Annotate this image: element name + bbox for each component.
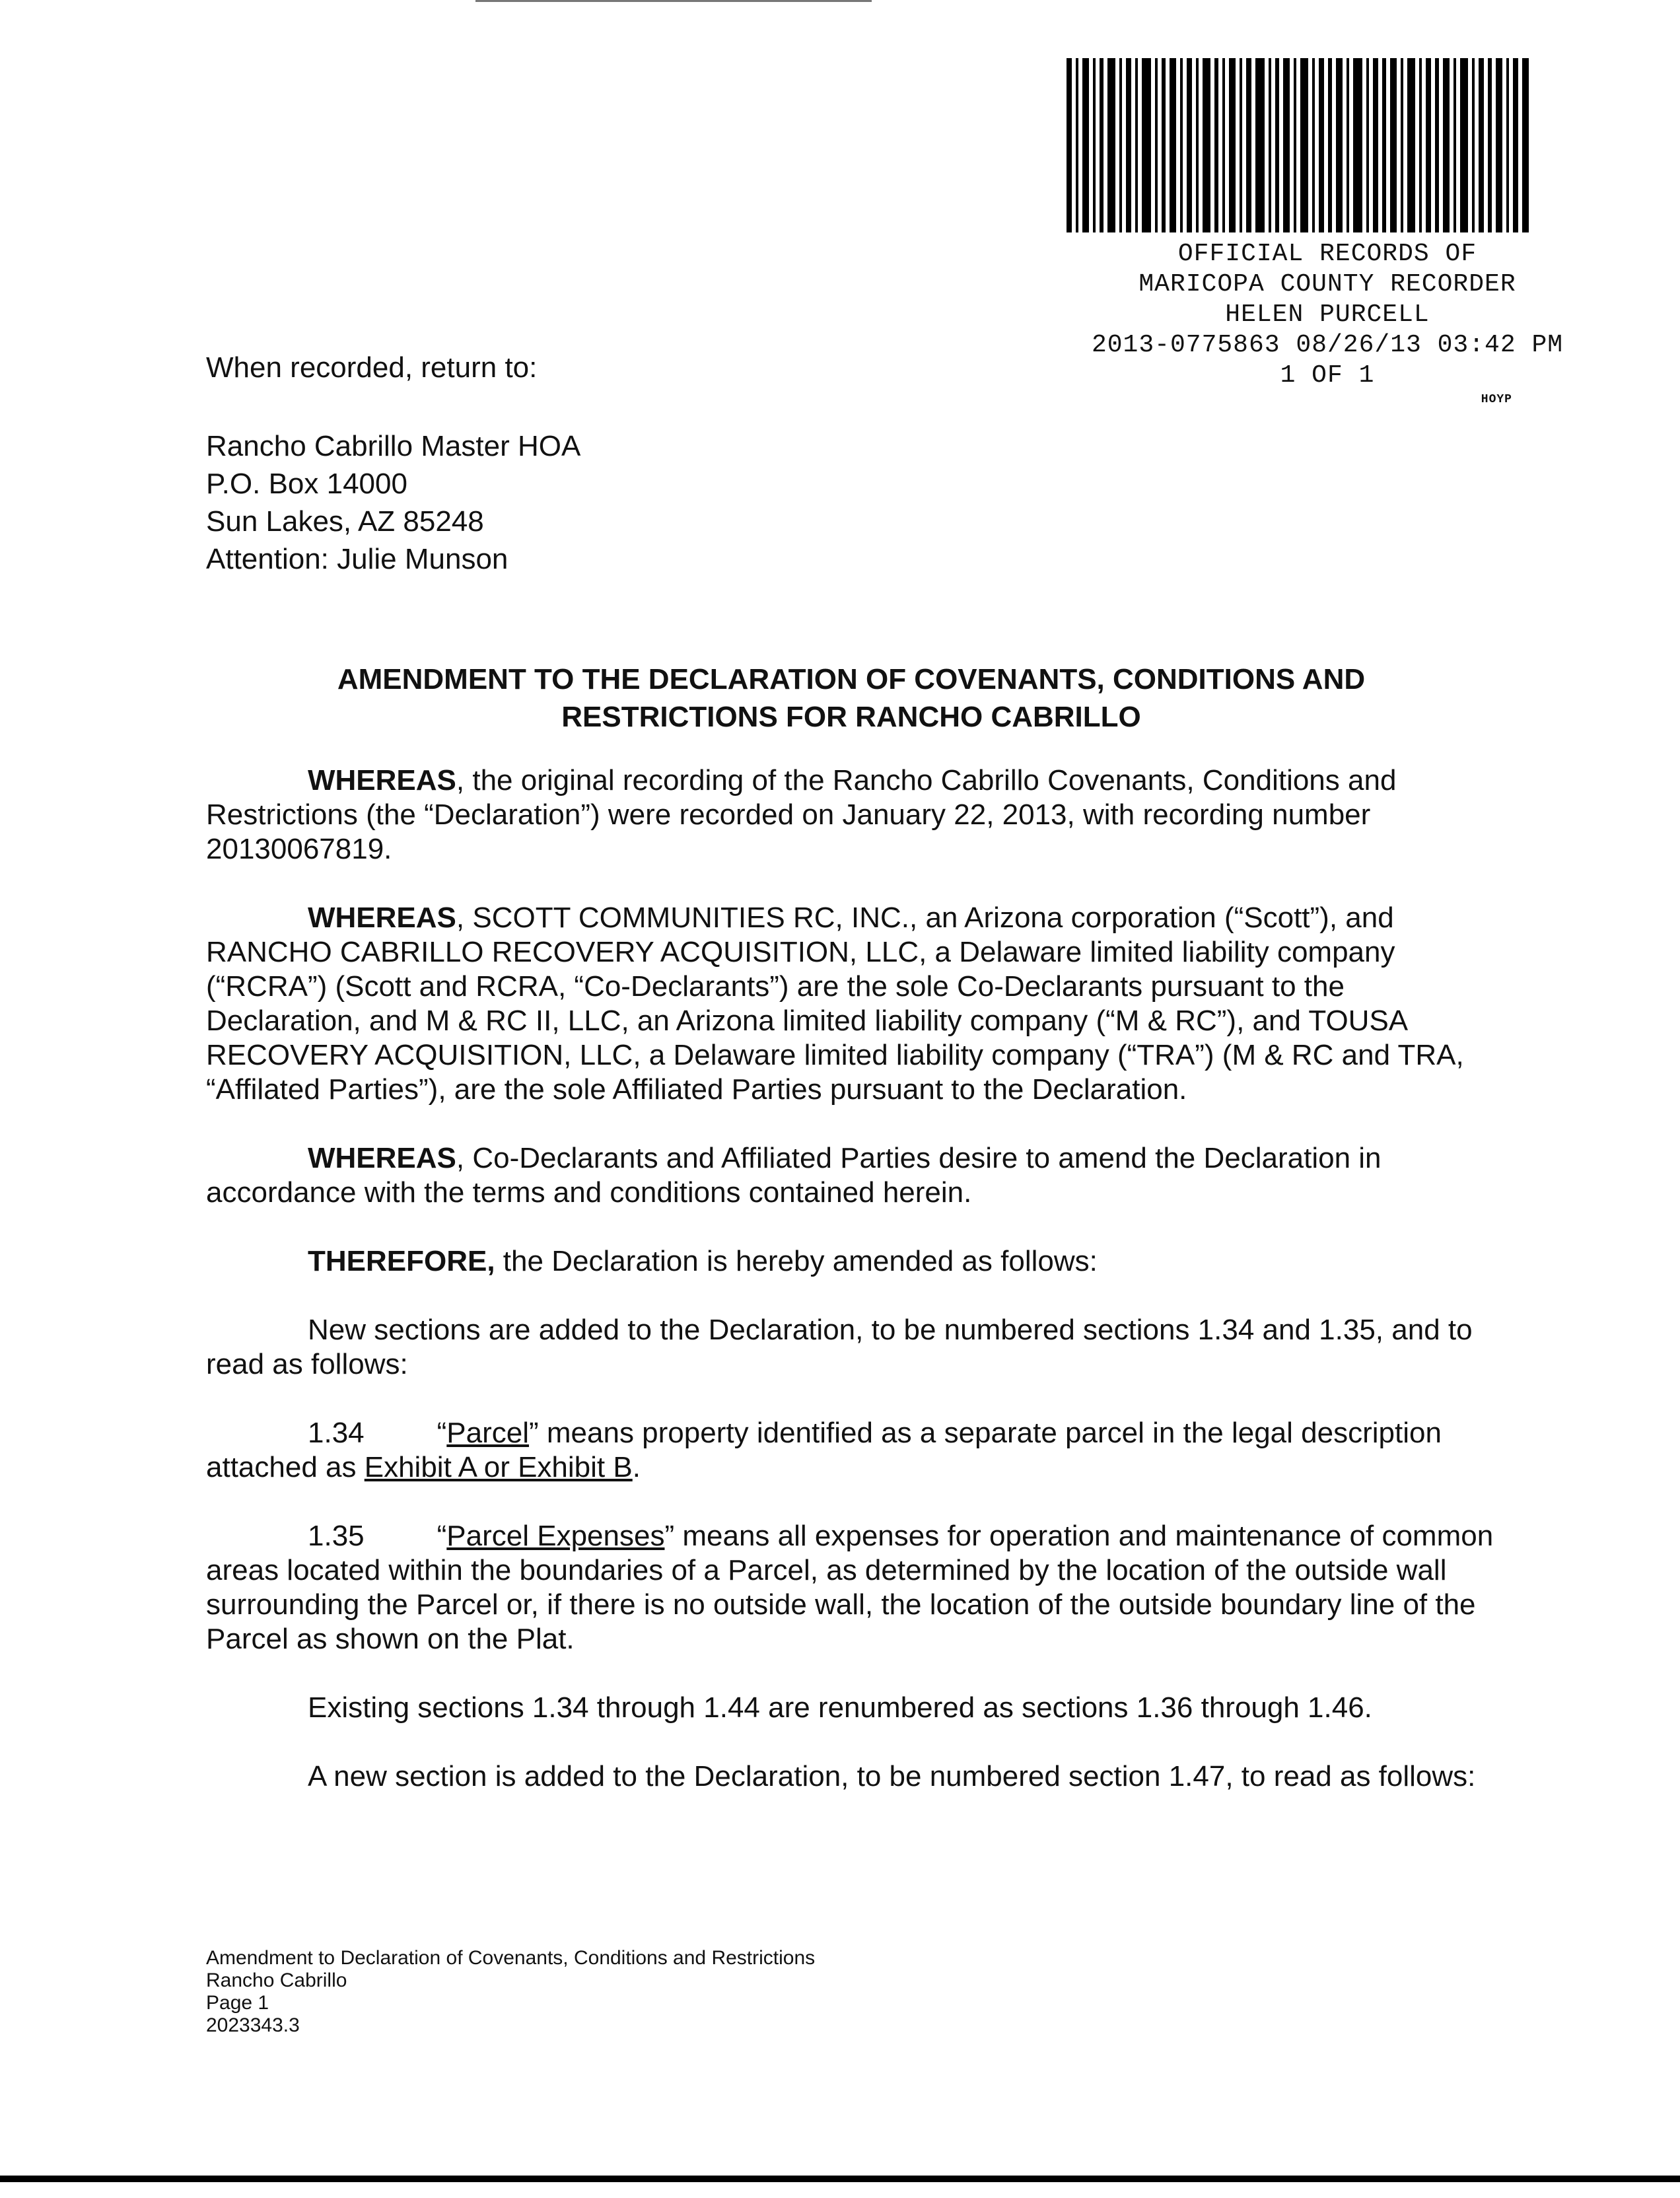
exhibit-reference: Exhibit A or Exhibit B — [364, 1451, 633, 1483]
return-city: Sun Lakes, AZ 85248 — [206, 505, 484, 538]
stamp-line-2: MARICOPA COUNTY RECORDER — [1138, 270, 1516, 299]
scan-bottom-edge — [0, 2176, 1680, 2182]
footer-project: Rancho Cabrillo — [206, 1969, 347, 1991]
document-title — [206, 660, 1496, 736]
quote-open: “ — [437, 1520, 447, 1552]
new-section-1-47-paragraph — [206, 1759, 1494, 1794]
footer-document-name: Amendment to Declaration of Covenants, Conditions and Restrictions — [206, 1947, 816, 1969]
therefore-paragraph — [206, 1244, 1494, 1279]
section-1-34 — [206, 1416, 1494, 1485]
page-footer — [206, 1947, 815, 2037]
recital-paragraph-3 — [206, 1141, 1494, 1210]
recorder-stamp — [1083, 239, 1572, 408]
return-name: Rancho Cabrillo Master HOA — [206, 430, 581, 462]
footer-doc-id: 2023343.3 — [206, 2014, 300, 2036]
defined-term-parcel-expenses: Parcel Expenses — [446, 1520, 665, 1552]
recital-text: , SCOTT COMMUNITIES RC, INC., an Arizona corporation (“Scott”), and RANCHO CABRILLO RECOVERY ACQUISITION, LLC, a Delaware limited liability company (“RCRA”) (Scott and RCRA, “Co-Declarants”) are the sole Co-Declarants pursuant to the Declaration, and M & RC II, LLC, an Arizona limited liability company (“M & RC”), and TOUSA RECOVERY ACQUISITION, LLC, a Delaware limited liability company (“TRA”) (M & RC and TRA, “Affilated Parties”), are the sole Affiliated Parties pursuant to the Declaration. — [206, 902, 1464, 1106]
quote-open: “ — [437, 1417, 447, 1449]
defined-term-parcel: Parcel — [446, 1417, 530, 1449]
recital-text: , the original recording of the Rancho Cabrillo Covenants, Conditions and Restrictions (the “Declaration”) were recorded on January 22, 2013, with recording number 20130067819. — [206, 764, 1397, 865]
renumber-text: Existing sections 1.34 through 1.44 are renumbered as sections 1.36 through 1.46. — [308, 1691, 1372, 1724]
new-sections-paragraph — [206, 1313, 1494, 1382]
recital-paragraph-2 — [206, 901, 1494, 1107]
recital-lead: WHEREAS — [308, 902, 456, 934]
recital-paragraph-1 — [206, 763, 1494, 867]
stamp-page-count: 1 OF 1 — [1280, 361, 1375, 390]
section-number: 1.34 — [308, 1417, 365, 1449]
title-line-2: RESTRICTIONS FOR RANCHO CABRILLO — [561, 701, 1141, 733]
recital-lead: WHEREAS — [308, 764, 456, 797]
footer-page-number: Page 1 — [206, 1992, 269, 2014]
new-section-text: A new section is added to the Declaration, to be numbered section 1.47, to read as follows: — [308, 1760, 1476, 1792]
stamp-line-3: HELEN PURCELL — [1225, 301, 1430, 329]
definition-text: ” means property identified as a separate parcel in the legal description attached as — [206, 1417, 1442, 1483]
section-1-35 — [206, 1519, 1494, 1656]
barcode — [1067, 58, 1529, 232]
stamp-code: HOYP — [1481, 393, 1512, 406]
recital-lead: WHEREAS — [308, 1142, 456, 1174]
document-body — [206, 763, 1494, 1828]
new-sections-text: New sections are added to the Declaration, to be numbered sections 1.34 and 1.35, and to read as follows: — [206, 1314, 1473, 1380]
recital-text: , Co-Declarants and Affiliated Parties desire to amend the Declaration in accordance with the terms and conditions contained herein. — [206, 1142, 1382, 1209]
return-heading: When recorded, return to: — [206, 351, 538, 384]
therefore-lead: THEREFORE, — [308, 1245, 495, 1277]
return-po-box: P.O. Box 14000 — [206, 468, 407, 500]
section-number: 1.35 — [308, 1520, 365, 1552]
return-attention: Attention: Julie Munson — [206, 543, 508, 575]
therefore-text: the Declaration is hereby amended as follows: — [495, 1245, 1098, 1277]
definition-text: ” means all expenses for operation and maintenance of common areas located within the boundaries of a Parcel, as determined by the location of the outside wall surrounding the Parcel or, if there is no outside wall, the location of the outside boundary line of the Parcel as shown on the Plat. — [206, 1520, 1494, 1655]
scan-edge-line — [475, 0, 872, 2]
stamp-recording-number: 2013-0775863 08/26/13 03:42 PM — [1091, 331, 1564, 359]
return-address-block — [206, 349, 580, 578]
stamp-line-1: OFFICIAL RECORDS OF — [1177, 240, 1477, 268]
title-line-1: AMENDMENT TO THE DECLARATION OF COVENANTS, CONDITIONS AND — [337, 663, 1366, 695]
renumber-paragraph — [206, 1691, 1494, 1725]
definition-end: . — [632, 1451, 641, 1483]
